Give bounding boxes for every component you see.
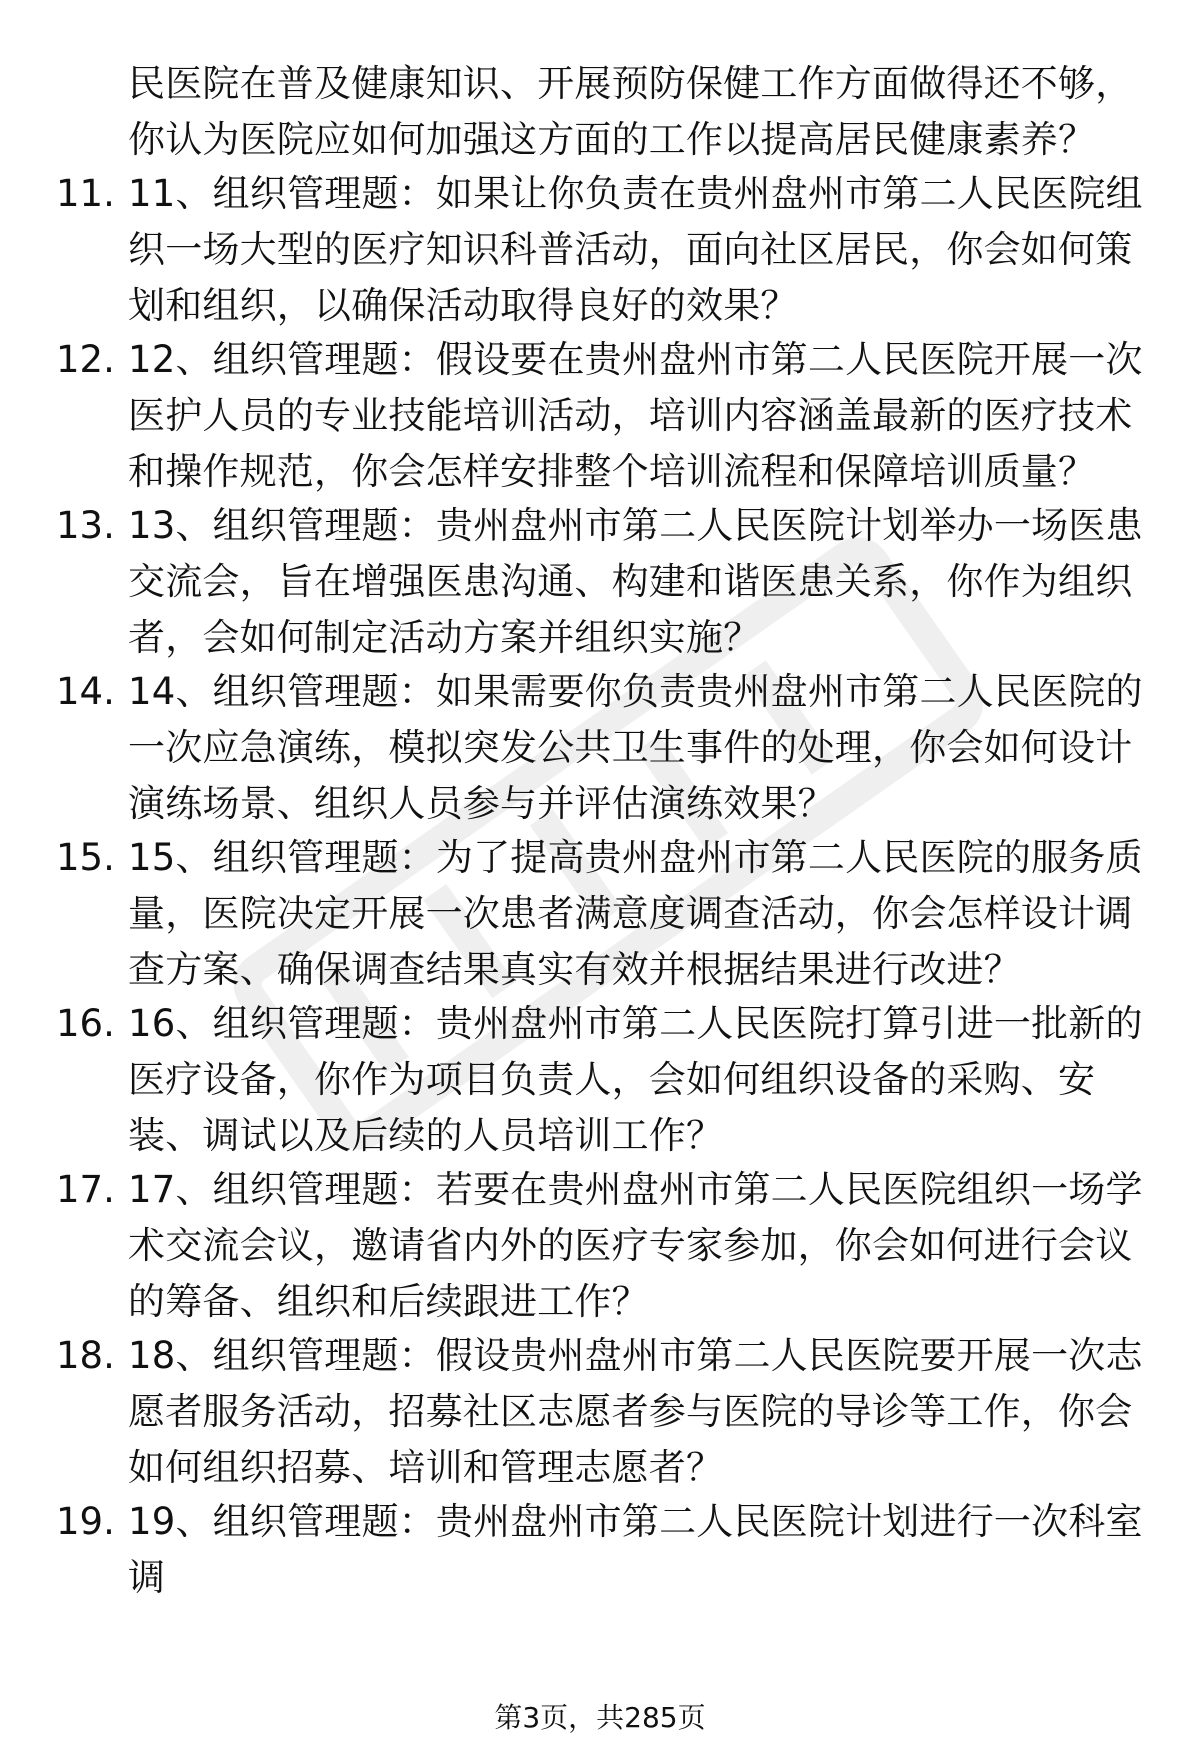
page-footer: 第3页，共285页 [494,1701,706,1734]
question-number: 11. [56,172,115,215]
question-number: 17. [56,1168,115,1211]
question-text: 12、组织管理题：假设要在贵州盘州市第二人民医院开展一次医护人员的专业技能培训活动，培训内容涵盖最新的医疗技术和操作规范，你会怎样安排整个培训流程和保障培训质量？ [128,338,1143,493]
question-text: 13、组织管理题：贵州盘州市第二人民医院计划举办一场医患交流会，旨在增强医患沟通、构建和谐医患关系，你作为组织者，会如何制定活动方案并组织实施？ [128,504,1143,659]
question-number: 12. [56,338,115,381]
question-text: 17、组织管理题：若要在贵州盘州市第二人民医院组织一场学术交流会议，邀请省内外的医疗专家参加，你会如何进行会议的筹备、组织和后续跟进工作？ [128,1168,1143,1323]
question-number: 15. [56,836,115,879]
question-number: 19. [56,1500,115,1543]
question-text: 15、组织管理题：为了提高贵州盘州市第二人民医院的服务质量，医院决定开展一次患者满意度调查活动，你会怎样设计调查方案、确保调查结果真实有效并根据结果进行改进？ [128,836,1143,991]
continued-text: 民医院在普及健康知识、开展预防保健工作方面做得还不够，你认为医院应如何加强这方面的工作以提高居民健康素养？ [128,62,1133,161]
question-text: 19、组织管理题：贵州盘州市第二人民医院计划进行一次科室调 [128,1500,1143,1599]
question-number: 16. [56,1002,115,1045]
question-text: 18、组织管理题：假设贵州盘州市第二人民医院要开展一次志愿者服务活动，招募社区志愿者参与医院的导诊等工作，你会如何组织招募、培训和管理志愿者？ [128,1334,1143,1489]
question-text: 14、组织管理题：如果需要你负责贵州盘州市第二人民医院的一次应急演练，模拟突发公共卫生事件的处理，你会如何设计演练场景、组织人员参与并评估演练效果？ [128,670,1143,825]
question-number: 13. [56,504,115,547]
question-text: 16、组织管理题：贵州盘州市第二人民医院打算引进一批新的医疗设备，你作为项目负责人，会如何组织设备的采购、安装、调试以及后续的人员培训工作？ [128,1002,1143,1157]
question-number: 18. [56,1334,115,1377]
question-number: 14. [56,670,115,713]
question-text: 11、组织管理题：如果让你负责在贵州盘州市第二人民医院组织一场大型的医疗知识科普活动，面向社区居民，你会如何策划和组织，以确保活动取得良好的效果？ [128,172,1143,327]
